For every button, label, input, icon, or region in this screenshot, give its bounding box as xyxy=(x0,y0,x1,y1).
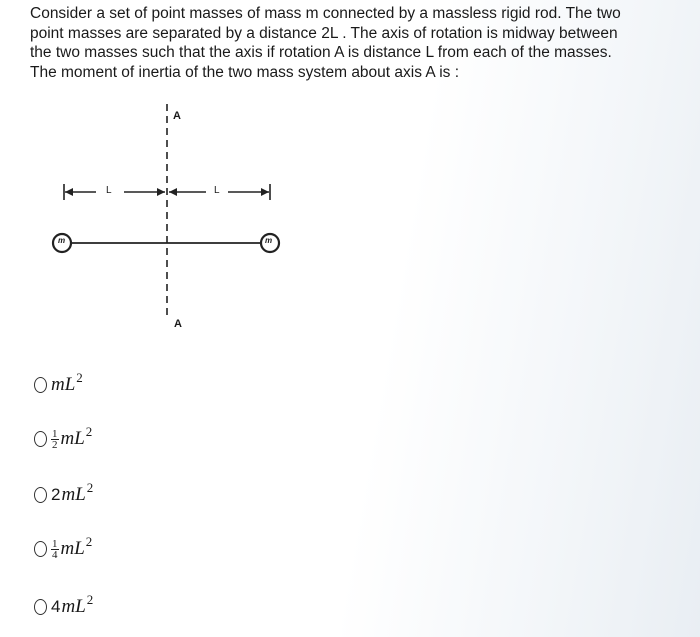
answer-option-3[interactable] xyxy=(34,480,94,506)
fraction-denominator: 2 xyxy=(52,438,58,451)
axis-label-top: A xyxy=(173,110,181,122)
question-line: The moment of inertia of the two mass system about axis A is : xyxy=(30,63,460,81)
radio-button[interactable] xyxy=(34,377,47,393)
left-arrowhead xyxy=(65,188,73,196)
radio-button[interactable] xyxy=(34,487,47,503)
fraction-numerator: 1 xyxy=(52,537,58,550)
mass-label-left: m xyxy=(58,236,66,245)
option-fraction xyxy=(51,539,59,560)
option-coefficient: 4 xyxy=(51,597,61,616)
mass-label-right: m xyxy=(265,236,273,245)
option-exponent: 2 xyxy=(85,424,93,439)
question-text xyxy=(30,4,670,82)
fraction-numerator: 1 xyxy=(52,427,58,440)
radio-button[interactable] xyxy=(34,599,47,615)
option-variable: mL xyxy=(60,538,85,559)
answer-option-2[interactable] xyxy=(34,424,93,451)
left-arrowhead-2 xyxy=(157,188,165,196)
option-variable: mL xyxy=(61,596,86,617)
option-variable: mL xyxy=(51,374,76,395)
option-exponent: 2 xyxy=(85,534,93,549)
axis-label-bottom: A xyxy=(174,318,182,330)
answer-option-5[interactable] xyxy=(34,592,94,618)
option-exponent: 2 xyxy=(86,480,94,495)
option-exponent: 2 xyxy=(86,592,94,607)
right-arrowhead xyxy=(169,188,177,196)
mass-rod-diagram xyxy=(40,96,310,346)
option-variable: mL xyxy=(61,484,86,505)
distance-label-right: L xyxy=(214,185,220,196)
right-arrowhead-2 xyxy=(261,188,269,196)
question-line: point masses are separated by a distance 2L . The axis of rotation is midway between xyxy=(30,24,618,42)
option-fraction xyxy=(51,429,59,450)
fraction-denominator: 4 xyxy=(52,548,58,561)
radio-button[interactable] xyxy=(34,431,47,447)
option-coefficient: 2 xyxy=(51,485,61,504)
answer-option-4[interactable] xyxy=(34,534,93,561)
diagram-figure xyxy=(40,96,310,346)
question-line: Consider a set of point masses of mass m connected by a massless rigid rod. The two xyxy=(30,5,621,22)
option-exponent: 2 xyxy=(76,370,83,385)
answer-option-1[interactable] xyxy=(34,370,83,396)
radio-button[interactable] xyxy=(34,541,47,557)
question-line: the two masses such that the axis if rotation A is distance L from each of the masses. xyxy=(30,44,612,61)
distance-label-left: L xyxy=(106,185,112,196)
option-variable: mL xyxy=(60,428,85,449)
